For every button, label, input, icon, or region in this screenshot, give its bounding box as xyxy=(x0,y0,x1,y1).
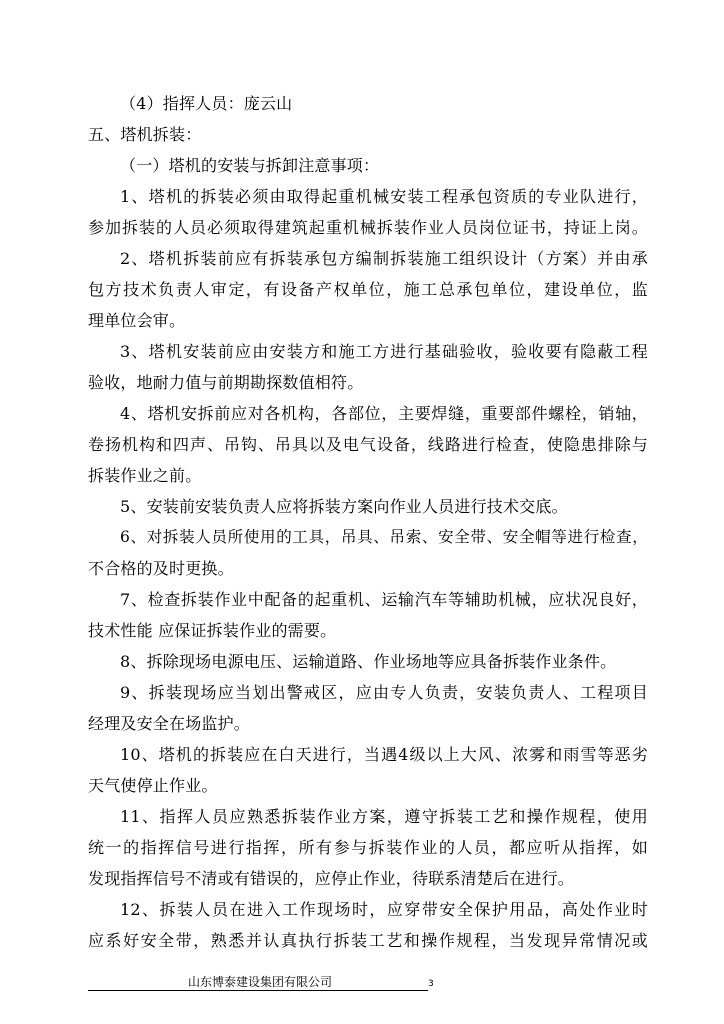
item-3-line-1: 3、塔机安装前应由安装方和施工方进行基础验收，验收要有隐蔽工程 xyxy=(120,342,648,361)
item-4-line-3: 拆装作业之前。 xyxy=(88,466,202,485)
item-10-line-2: 天气使停止作业。 xyxy=(88,776,218,795)
item-7-line-2: 技术性能 应保证拆装作业的需要。 xyxy=(88,621,337,640)
item-11-line-2: 统一的指挥信号进行指挥，所有参与拆装作业的人员，都应听从指挥，如 xyxy=(88,838,648,857)
item-2-line-1: 2、塔机拆装前应有拆装承包方编制拆装施工组织设计（方案）并由承 xyxy=(120,249,648,268)
text-line-commander: （4）指挥人员：庞云山 xyxy=(120,94,293,113)
footer-company-name: 山东博泰建设集团有限公司 xyxy=(188,975,333,989)
footer-divider xyxy=(88,990,428,991)
subsection-heading: （一）塔机的安装与拆卸注意事项： xyxy=(120,156,380,175)
item-6-line-1: 6、对拆装人员所使用的工具，吊具、吊索、安全带、安全帽等进行检查， xyxy=(120,528,648,546)
footer-page-number: 3 xyxy=(428,979,434,989)
item-1-line-2: 参加拆装的人员必须取得建筑起重机械拆装作业人员岗位证书，持证上岗。 xyxy=(88,218,648,237)
item-6-line-2: 不合格的及时更换。 xyxy=(88,559,234,578)
item-1-line-1: 1、塔机的拆装必须由取得起重机械安装工程承包资质的专业队进行， xyxy=(120,187,648,206)
section-heading: 五、塔机拆装： xyxy=(88,125,202,144)
item-2-line-2: 包方技术负责人审定，有设备产权单位，施工总承包单位，建设单位，监 xyxy=(88,280,648,299)
item-12-line-1: 12、拆装人员在进入工作现场时，应穿带安全保护用品，高处作业时 xyxy=(120,900,648,919)
item-11-line-1: 11、指挥人员应熟悉拆装作业方案，遵守拆装工艺和操作规程，使用 xyxy=(120,807,648,826)
item-5-line-1: 5、安装前安装负责人应将拆装方案向作业人员进行技术交底。 xyxy=(120,497,568,516)
item-10-line-1: 10、塔机的拆装应在白天进行，当遇4级以上大风、浓雾和雨雪等恶劣 xyxy=(120,745,648,764)
item-8-line-1: 8、拆除现场电源电压、运输道路、作业场地等应具备拆装作业条件。 xyxy=(120,652,617,671)
item-9-line-2: 经理及安全在场监护。 xyxy=(88,714,251,733)
item-2-line-3: 理单位会审。 xyxy=(88,311,186,330)
item-9-line-1: 9、拆装现场应当划出警戒区，应由专人负责，安装负责人、工程项目 xyxy=(120,683,648,702)
item-7-line-1: 7、检查拆装作业中配备的起重机、运输汽车等辅助机械，应状况良好， xyxy=(120,590,648,609)
item-11-line-3: 发现指挥信号不清或有错误的，应停止作业，待联系清楚后在进行。 xyxy=(88,869,575,888)
item-12-line-2: 应系好安全带，熟悉并认真执行拆装工艺和操作规程，当发现异常情况或 xyxy=(88,931,648,950)
page-footer xyxy=(88,974,648,994)
item-4-line-2: 卷扬机构和四声、吊钩、吊具以及电气设备，线路进行检查，使隐患排除与 xyxy=(88,435,648,454)
item-3-line-2: 验收，地耐力值与前期勘探数值相符。 xyxy=(88,373,364,392)
document-body xyxy=(88,88,648,956)
item-4-line-1: 4、塔机安拆前应对各机构，各部位，主要焊缝，重要部件螺栓，销轴， xyxy=(120,404,648,423)
